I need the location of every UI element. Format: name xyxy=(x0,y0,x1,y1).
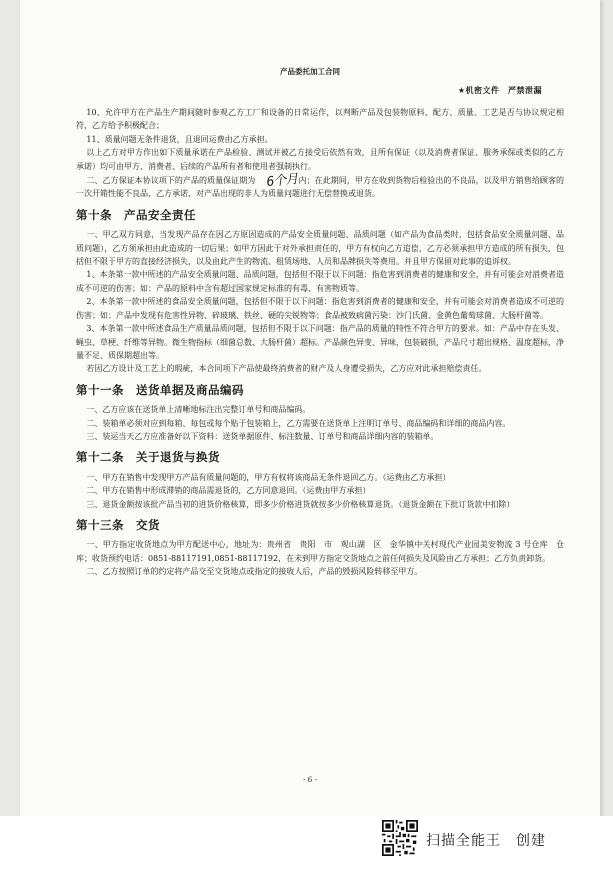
paragraph: 3、本条第一款中所述食品生产质量品质问题，包括但不限于以下问题：指产品的质量的特性不符合甲方的要求。如：产品中存在头发、蝇虫、草梗、纤维等异物。微生物指标（细菌总数、大肠杆菌）超标。产品颜色异变、异味，包装破损，产品尺寸超出规格、温度超标，净量不足、质保期超出等。 xyxy=(76,324,564,360)
document-body xyxy=(76,106,564,579)
warranty-text-end: 内；在此期间，甲方在收到货物后检验出的不良品，以及甲方销售给顾客的一次开箱性能不良品，乙方承诺，对产品出现的非人为质量问题进行无偿替换或退货。 xyxy=(76,176,565,199)
paragraph: 一、甲乙双方同意，当发现产品存在因乙方原因造成的产品安全质量问题、品质问题（如产品为食品类时，包括食品安全质量问题、品质问题），乙方须承担由此造成的一切后果；如甲方因此于对外承担责任的，甲方有权向乙方追偿，乙方必须承担甲方造成的所有损失，包括但不限于甲方的直接经济损失，以及由此产生的物流、租赁场地、人员和品牌损失等费用。并且甲方保留对此事的追诉权。 xyxy=(76,230,564,267)
section-heading-12: 第十二条 关于退货与换货 xyxy=(76,450,220,465)
paragraph: 三、退货金额按该批产品当初的进货价格核算，即多少价格进货就按多少价格核算退货。（退货金额在下批订货款中扣除） xyxy=(86,499,515,509)
document-title: 产品委托加工合同 xyxy=(280,67,340,76)
section-heading-11: 第十一条 送货单据及商品编码 xyxy=(76,382,244,397)
section-heading-10: 第十条 产品安全责任 xyxy=(76,207,196,222)
section-heading-13: 第十三条 交货 xyxy=(76,517,160,532)
document-page xyxy=(20,0,600,872)
paragraph: 11、质量问题无条件退货，且退回运费由乙方承担。 xyxy=(86,134,273,144)
paragraph: 2、本条第一款中所述的食品安全质量问题，包括但不限于以下问题：指危害到消费者的健康和安全，并有可能会对消费者造成不可逆的伤害；如：产品中发现有危害性异物、碎玻璃、铁丝、硬的尖锐物等；食品被致病菌污染：沙门氏菌、金黄色葡萄球菌、大肠杆菌等。 xyxy=(76,297,564,320)
warranty-paragraph xyxy=(76,173,564,201)
paragraph: 二、甲方在销售中形成滞销的商品需退货的，乙方同意退回。（运费由甲方承担） xyxy=(86,486,371,496)
confidential-notice: ★机密文件 严禁泄漏 xyxy=(457,86,542,95)
paragraph: 一、乙方应该在送货单上清晰地标注出完整订单号和商品编码。 xyxy=(86,405,311,415)
paragraph: 若因乙方设计及工艺上的瑕疵，本合同项下产品使最终消费者的财产及人身遭受损失，乙方应对此承担赔偿责任。 xyxy=(86,364,487,374)
paragraph: 二、装箱单必须对应到每箱、每包或每个贴于包装箱上，乙方需要在送货单上注明订单号、商品编码和详细的商品内容。 xyxy=(86,418,511,428)
paragraph: 1、本条第一款中所述的产品安全质量问题、品质问题，包括但不限于以下问题：指危害到消费者的健康和安全，并有可能会对消费者造成不可逆的伤害；如：产品的原料中含有超过国家规定标准的有毒、有害物质等。 xyxy=(76,270,564,293)
paragraph: 一、甲方在销售中发现甲方产品有质量问题的，甲方有权将该商品无条件退回乙方。（运费由乙方承担） xyxy=(86,472,451,482)
paragraph: 以上乙方对甲方作出如下质量承诺在产品检验、测试并被乙方接受后依然有效，且所有保证（以及消费者保证、服务承保或类似的乙方承诺）均可由甲方、消费者、后续的产品所有者和使用者强制执行。 xyxy=(76,148,564,171)
paragraph: 二、乙方按照订单的约定将产品交至交货地点或指定的接收人后，产品的毁损风险转移至甲方。 xyxy=(86,567,423,577)
paragraph: 一、甲方指定收货地点为甲方配送中心，地址为：贵州省 贵阳 市 观山湖 区 金华镇中关村现代产业园美安物流 3 号仓库 仓库；收货预约电话：0851-88117191,0851-88117192，在未到甲方指定交货地点之前任何损失及风险由乙方承担；乙方负责卸货。 xyxy=(76,540,564,563)
scanner-app-label: 扫描全能王 创建 xyxy=(426,833,546,849)
page-number: - 6 - xyxy=(303,776,317,784)
paragraph: 10、允许甲方在产品生产期间随时参观乙方工厂和设备的日常运作，以判断产品及包装物原料、配方、质量、工艺是否与协议规定相符，乙方给予积极配合； xyxy=(76,108,564,131)
warranty-text-start: 二、乙方保证本协议项下的产品的质量保证期为 xyxy=(86,176,256,186)
handwritten-warranty-period: 6个月 xyxy=(266,171,299,191)
qr-code-icon xyxy=(382,820,418,856)
paragraph: 三、装运当天乙方应准备好以下资料：送货单据原件、标注数量、订单号和商品详细内容的装箱单。 xyxy=(86,431,439,441)
